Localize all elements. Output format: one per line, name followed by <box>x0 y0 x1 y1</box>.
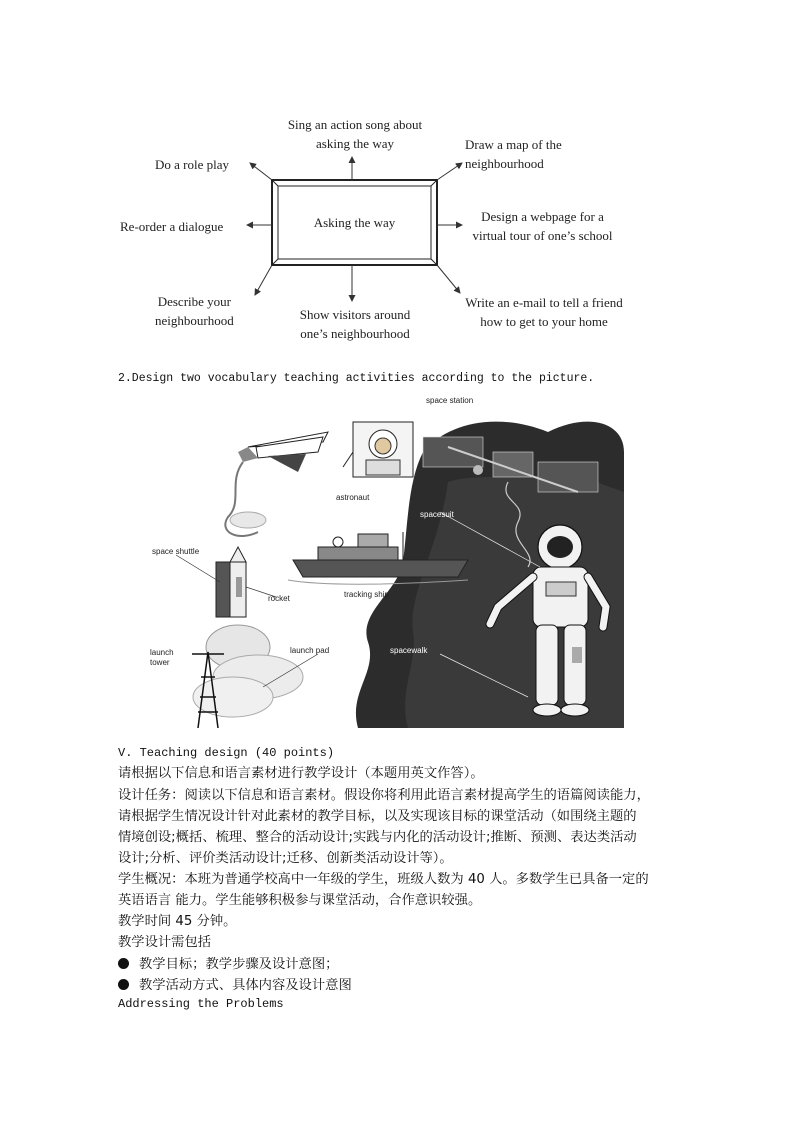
rocket-graphic <box>216 547 246 617</box>
instruction-line-7: 英语语言 能力。学生能够积极参与课堂活动，合作意识较强。 <box>118 893 482 908</box>
diagram-center-label: Asking the way <box>313 215 396 230</box>
instruction-line-9: 教学设计需包括 <box>118 935 212 950</box>
label-space-station: space station <box>426 396 474 405</box>
footer-heading: Addressing the Problems <box>118 997 284 1011</box>
flying-shuttle-graphic <box>238 432 328 472</box>
instruction-line-5: 设计;分析、评价类活动设计;迁移、创新类活动设计等）。 <box>118 851 453 866</box>
diagram-right-label: Design a webpage for a virtual tour of one’s school <box>472 209 613 243</box>
diagram-top-right-label: Draw a map of the neighbourhood <box>465 137 562 171</box>
space-illustration <box>148 392 624 728</box>
diagram-bottom-right-label: Write an e-mail to tell a friend how to get to your home <box>465 295 623 329</box>
label-astronaut: astronaut <box>336 493 370 502</box>
bullet-item-1 <box>118 953 338 972</box>
bullet-dot <box>118 958 129 969</box>
diagram-top-left-label: Do a role play <box>155 157 230 172</box>
question-2-text: 2.Design two vocabulary teaching activities according to the picture. <box>118 372 595 385</box>
section-5-heading: V. Teaching design (40 points) <box>118 746 335 760</box>
label-spacesuit: spacesuit <box>420 510 454 519</box>
diagram-top-label: Sing an action song about asking the way <box>287 117 423 151</box>
instruction-line-8: 教学时间 45 分钟。 <box>118 914 237 929</box>
instruction-line-1: 请根据以下信息和语言素材进行教学设计（本题用英文作答）。 <box>118 766 484 781</box>
instruction-line-2: 设计任务：阅读以下信息和语言素材。假设你将利用此语言素材提高学生的语篇阅读能力， <box>118 788 650 803</box>
bullet-dot <box>118 979 129 990</box>
label-spacewalk: spacewalk <box>390 646 428 655</box>
bullet-text-1: 教学目标；教学步骤及设计意图； <box>139 956 339 971</box>
diagram-bottom-label: Show visitors around one’s neighbourhood <box>299 307 411 341</box>
instruction-line-6: 学生概况：本班为普通学校高中一年级的学生，班级人数为 40 人。多数学生已具备一定的 <box>118 872 649 887</box>
label-tracking-ship: tracking ship <box>344 590 389 599</box>
bullet-text-2: 教学活动方式、具体内容及设计意图 <box>139 977 352 992</box>
activity-diagram <box>115 105 635 350</box>
instruction-line-4: 情境创设;概括、梳理、整合的活动设计;实践与内化的活动设计;推断、预测、表达类活动 <box>118 830 637 845</box>
label-rocket: rocket <box>268 594 290 603</box>
label-space-shuttle: space shuttle <box>152 547 200 556</box>
bullet-item-2 <box>118 974 352 993</box>
instruction-line-3: 请根据学生情况设计针对此素材的教学目标，以及实现该目标的课堂活动（如围绕主题的 <box>118 809 637 824</box>
space-scene <box>148 392 624 728</box>
diagram-left-label: Re-order a dialogue <box>120 219 224 234</box>
label-launch-pad: launch pad <box>290 646 330 655</box>
diagram-bottom-left-label: Describe your neighbourhood <box>155 294 234 328</box>
label-launch-tower: launch tower <box>150 648 174 667</box>
